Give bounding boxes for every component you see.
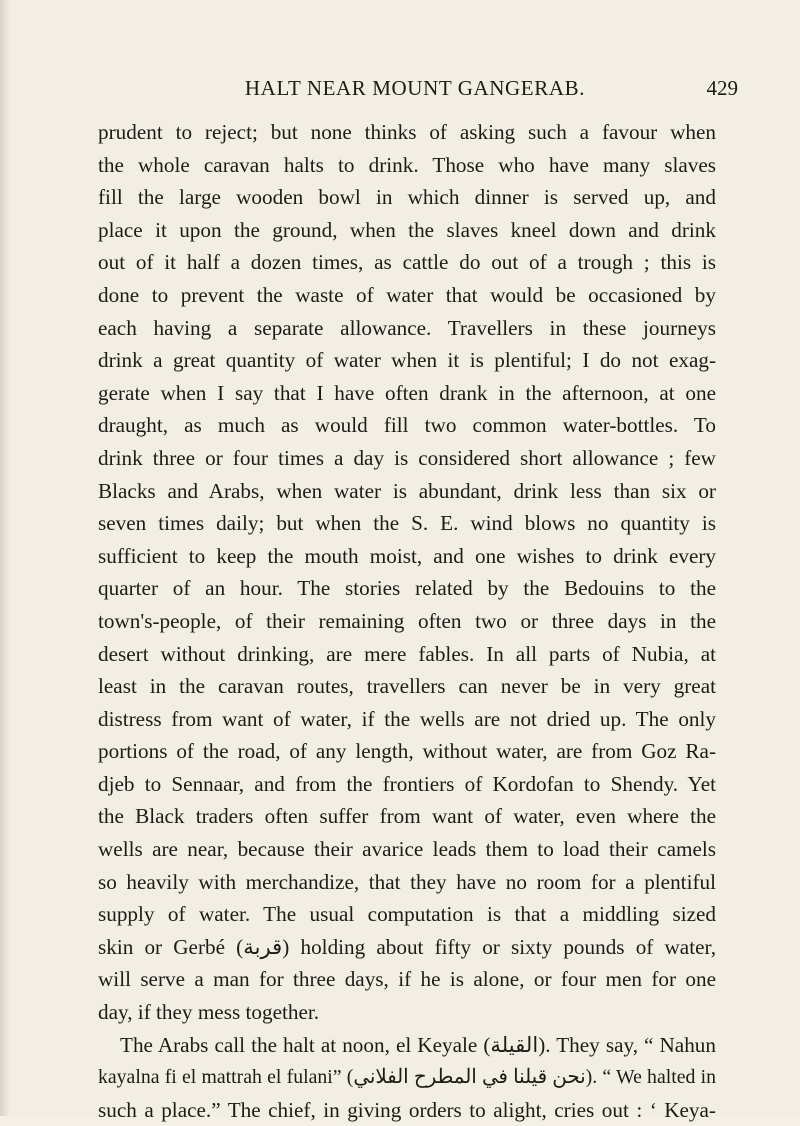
- text-line: quarter of an hour. The stories related by the Bedouins to the: [98, 576, 716, 601]
- page-number: 429: [706, 76, 738, 100]
- text-line: portions of the road, of any length, without water, are from Goz Ra-: [98, 739, 716, 764]
- text-line: place it upon the ground, when the slaves kneel down and drink: [98, 217, 716, 242]
- text-line-paragraph-start: The Arabs call the halt at noon, el Keyale (القيلة). They say, “ Nahun: [120, 1032, 716, 1057]
- text-line: gerate when I say that I have often drank in the afternoon, at one: [98, 380, 716, 405]
- text-line: supply of water. The usual computation is that a middling sized: [98, 902, 716, 927]
- text-line: each having a separate allowance. Travellers in these journeys: [98, 315, 716, 340]
- text-line: kayalna fi el mattrah el fulani” (نحن قيلنا في المطرح الفلاني). “ We halted in: [98, 1066, 716, 1089]
- text-line: drink a great quantity of water when it is plentiful; I do not exag-: [98, 348, 716, 373]
- text-line: distress from want of water, if the wells are not dried up. The only: [98, 706, 716, 731]
- body-text: [98, 116, 716, 1126]
- page-header: [100, 76, 738, 106]
- text-line: skin or Gerbé (قربة) holding about fifty or sixty pounds of water,: [98, 934, 716, 959]
- running-head: HALT NEAR MOUNT GANGERAB.: [244, 76, 586, 100]
- text-line: so heavily with merchandize, that they have no room for a plentiful: [98, 869, 716, 894]
- text-line: desert without drinking, are mere fables. In all parts of Nubia, at: [98, 641, 716, 666]
- text-line: prudent to reject; but none thinks of asking such a favour when: [98, 120, 716, 144]
- text-line: Blacks and Arabs, when water is abundant, drink less than six or: [98, 478, 716, 503]
- text-line-paragraph-end: day, if they mess together.: [98, 1000, 320, 1025]
- page-binding-edge: [0, 0, 10, 1116]
- text-line: such a place.” The chief, in giving orders to alight, cries out : ‘ Keya-: [98, 1097, 716, 1122]
- text-line: the whole caravan halts to drink. Those who have many slaves: [98, 152, 716, 177]
- text-line: wells are near, because their avarice leads them to load their camels: [98, 837, 716, 862]
- text-line: seven times daily; but when the S. E. wind blows no quantity is: [98, 511, 716, 536]
- text-line: djeb to Sennaar, and from the frontiers of Kordofan to Shendy. Yet: [98, 771, 716, 796]
- text-line: draught, as much as would fill two common water-bottles. To: [98, 413, 716, 438]
- text-line: fill the large wooden bowl in which dinner is served up, and: [98, 185, 716, 210]
- text-line: the Black traders often suffer from want of water, even where the: [98, 804, 716, 829]
- text-line: least in the caravan routes, travellers can never be in very great: [98, 674, 716, 699]
- text-line: town's-people, of their remaining often two or three days in the: [98, 608, 716, 633]
- text-line: sufficient to keep the mouth moist, and one wishes to drink every: [98, 543, 716, 568]
- text-line: out of it half a dozen times, as cattle do out of a trough ; this is: [98, 250, 716, 275]
- text-line: drink three or four times a day is considered short allowance ; few: [98, 445, 716, 470]
- text-line: will serve a man for three days, if he is alone, or four men for one: [98, 967, 716, 992]
- text-line: done to prevent the waste of water that would be occasioned by: [98, 282, 716, 307]
